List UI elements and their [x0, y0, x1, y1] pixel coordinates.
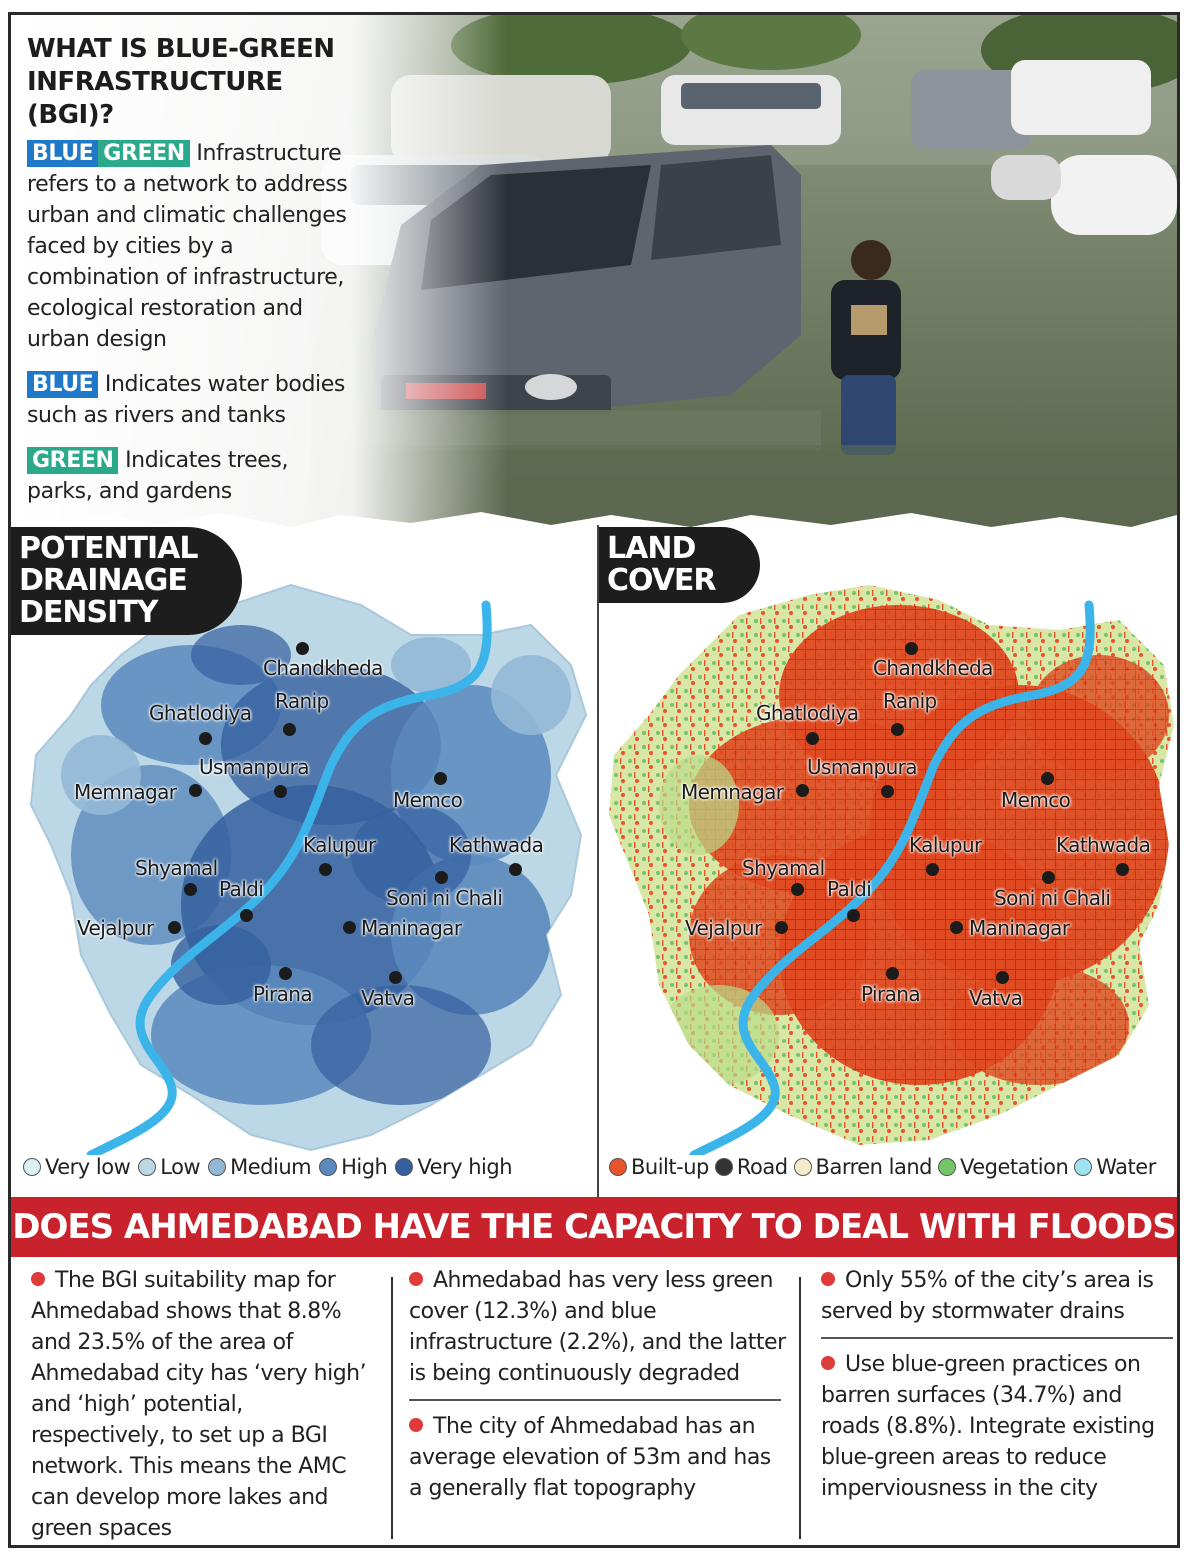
legend-swatch: [938, 1158, 956, 1176]
bgi-definition-text: BLUE GREEN Infrastructure refers to a network to address urban and climatic challenges faced by cities by a combination of infrastructure, ecological restoration and urban design: [27, 141, 348, 352]
kathwada-marker: [1116, 863, 1129, 876]
vatva-marker: [389, 971, 402, 984]
label-ghatlodiya: Ghatlodiya: [756, 701, 859, 725]
label-memco: Memco: [393, 788, 463, 812]
label-soni-ni-chali: Soni ni Chali: [994, 886, 1111, 910]
bullet-icon: [409, 1418, 423, 1432]
drainage-map-title: POTENTIAL DRAINAGE DENSITY: [11, 527, 242, 635]
label-kalupur: Kalupur: [909, 833, 982, 857]
kalupur-marker: [319, 863, 332, 876]
memnagar-marker: [796, 784, 809, 797]
legend-swatch: [395, 1158, 413, 1176]
kalupur-marker: [926, 863, 939, 876]
label-usmanpura: Usmanpura: [807, 755, 917, 779]
label-ranip: Ranip: [275, 689, 329, 713]
fact-divider: [409, 1399, 781, 1401]
label-kathwada: Kathwada: [1056, 833, 1151, 857]
label-vatva: Vatva: [969, 986, 1023, 1010]
legend-item: Low: [138, 1155, 200, 1179]
blue-tag: BLUE: [27, 140, 98, 167]
drainage-density-map: [11, 515, 597, 1200]
label-ghatlodiya: Ghatlodiya: [149, 701, 252, 725]
flood-capacity-banner: DOES AHMEDABAD HAVE THE CAPACITY TO DEAL WITH FLOODS: [11, 1197, 1177, 1257]
label-maninagar: Maninagar: [361, 916, 462, 940]
legend-swatch: [319, 1158, 337, 1176]
label-memnagar: Memnagar: [74, 780, 177, 804]
vejalpur-marker: [168, 921, 181, 934]
shyamal-marker: [184, 883, 197, 896]
bullet-icon: [409, 1272, 423, 1286]
pirana-marker: [886, 967, 899, 980]
label-usmanpura: Usmanpura: [199, 755, 309, 779]
fact-column-1: [31, 1265, 376, 1544]
green-explanation: GREEN Indicates trees, parks, and gardens: [27, 448, 289, 504]
bullet-icon: [821, 1356, 835, 1370]
legend-item: Vegetation: [938, 1155, 1068, 1179]
label-paldi: Paldi: [827, 877, 872, 901]
kathwada-marker: [509, 863, 522, 876]
fact-item: The city of Ahmedabad has an average elevation of 53m and has a generally flat topography: [409, 1413, 771, 1501]
pirana-marker: [279, 967, 292, 980]
label-kathwada: Kathwada: [449, 833, 544, 857]
legend-item: Very high: [395, 1155, 512, 1179]
memco-marker: [1041, 772, 1054, 785]
legend-item: Barren land: [794, 1155, 932, 1179]
land-cover-map: [599, 515, 1177, 1200]
fact-item: Only 55% of the city’s area is served by stormwater drains: [821, 1268, 1154, 1324]
memco-marker: [434, 772, 447, 785]
legend-item: Built-up: [609, 1155, 709, 1179]
ranip-marker: [891, 723, 904, 736]
legend-swatch: [138, 1158, 156, 1176]
bullet-icon: [31, 1272, 45, 1286]
column-divider: [799, 1277, 801, 1539]
legend-item: Medium: [208, 1155, 311, 1179]
label-paldi: Paldi: [219, 877, 264, 901]
shyamal-marker: [791, 883, 804, 896]
ghatlodiya-marker: [806, 732, 819, 745]
maninagar-marker: [343, 921, 356, 934]
legend-item: High: [319, 1155, 387, 1179]
label-soni-ni-chali: Soni ni Chali: [386, 886, 503, 910]
drainage-legend: [23, 1155, 512, 1179]
legend-swatch: [23, 1158, 41, 1176]
ranip-marker: [283, 723, 296, 736]
label-ranip: Ranip: [883, 689, 937, 713]
fact-divider: [821, 1337, 1173, 1339]
green-tag: GREEN: [98, 140, 189, 167]
label-memco: Memco: [1001, 788, 1071, 812]
fact-column-2: [409, 1265, 789, 1504]
infographic-frame: [8, 12, 1180, 1548]
legend-swatch: [794, 1158, 812, 1176]
label-kalupur: Kalupur: [303, 833, 376, 857]
label-vejalpur: Vejalpur: [685, 916, 762, 940]
label-memnagar: Memnagar: [681, 780, 784, 804]
bullet-icon: [821, 1272, 835, 1286]
land-cover-map-title: LAND COVER: [599, 527, 760, 603]
fact-item: Use blue-green practices on barren surfaces (34.7%) and roads (8.8%). Integrate existing blue-green areas to reduce imperviousness in the city: [821, 1351, 1155, 1501]
label-shyamal: Shyamal: [742, 856, 825, 880]
label-chandkheda: Chandkheda: [263, 656, 383, 680]
blue-label: BLUE: [27, 371, 98, 398]
column-divider: [391, 1277, 393, 1539]
green-label: GREEN: [27, 447, 118, 474]
label-vatva: Vatva: [361, 986, 415, 1010]
legend-swatch: [1074, 1158, 1092, 1176]
usmanpura-marker: [274, 785, 287, 798]
label-maninagar: Maninagar: [969, 916, 1070, 940]
soni-ni-chali-marker: [435, 871, 448, 884]
legend-swatch: [715, 1158, 733, 1176]
legend-item: Very low: [23, 1155, 130, 1179]
usmanpura-marker: [881, 785, 894, 798]
legend-swatch: [609, 1158, 627, 1176]
legend-swatch: [208, 1158, 226, 1176]
legend-item: Road: [715, 1155, 788, 1179]
bgi-definition: [27, 33, 357, 507]
vatva-marker: [996, 971, 1009, 984]
label-vejalpur: Vejalpur: [77, 916, 154, 940]
vejalpur-marker: [775, 921, 788, 934]
label-chandkheda: Chandkheda: [873, 656, 993, 680]
land-cover-legend: [609, 1155, 1156, 1179]
ghatlodiya-marker: [199, 732, 212, 745]
blue-explanation: BLUE Indicates water bodies such as rivers and tanks: [27, 372, 345, 428]
flood-photo: [11, 15, 1177, 545]
soni-ni-chali-marker: [1042, 871, 1055, 884]
chandkheda-marker: [905, 642, 918, 655]
label-shyamal: Shyamal: [135, 856, 218, 880]
fact-item: The BGI suitability map for Ahmedabad shows that 8.8% and 23.5% of the area of Ahmedabad city has ‘very high’ and ‘high’ potential, respectively, to set up a BGI network. This means the AMC can develop more lakes and green spaces: [31, 1268, 367, 1541]
bgi-title: WHAT IS BLUE-GREEN INFRASTRUCTURE (BGI)?: [27, 34, 335, 130]
label-pirana: Pirana: [253, 982, 312, 1006]
legend-item: Water: [1074, 1155, 1156, 1179]
fact-item: Ahmedabad has very less green cover (12.3%) and blue infrastructure (2.2%), and the latter is being continuously degraded: [409, 1268, 786, 1386]
paldi-marker: [240, 909, 253, 922]
label-pirana: Pirana: [861, 982, 920, 1006]
maninagar-marker: [950, 921, 963, 934]
fact-column-3: [821, 1265, 1173, 1504]
chandkheda-marker: [296, 642, 309, 655]
paldi-marker: [847, 909, 860, 922]
memnagar-marker: [189, 784, 202, 797]
